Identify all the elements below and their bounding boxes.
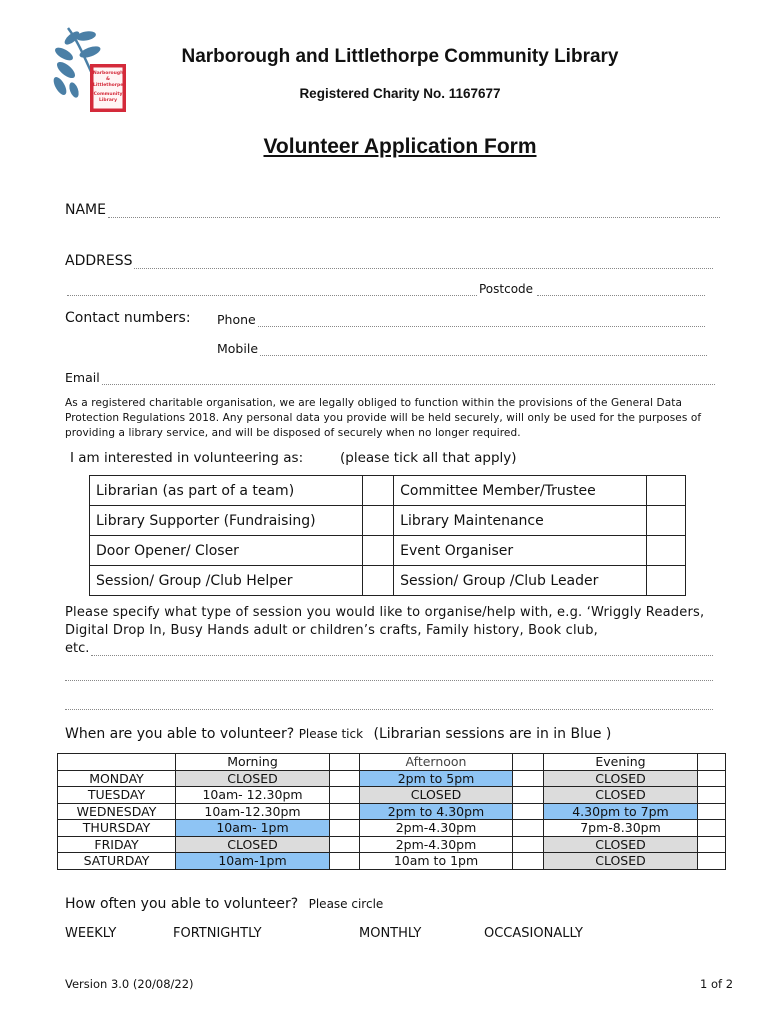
version-label: Version 3.0 (20/08/22) — [65, 977, 194, 991]
tick-box-door-opener[interactable] — [363, 536, 394, 566]
slot-afternoon: 2pm-4.30pm — [360, 836, 513, 853]
name-field[interactable] — [65, 202, 720, 218]
tick-box[interactable] — [698, 836, 726, 853]
library-title: Narborough and Littlethorpe Community Library — [181, 46, 619, 67]
tick-box[interactable] — [698, 787, 726, 804]
header-afternoon: Afternoon — [360, 754, 513, 771]
slot-afternoon: 2pm-4.30pm — [360, 820, 513, 837]
table-row — [58, 770, 726, 787]
option-monthly[interactable]: MONTHLY — [359, 926, 422, 941]
slot-evening: CLOSED — [544, 853, 698, 870]
day-label: FRIDAY — [58, 836, 176, 853]
header-evening: Evening — [544, 754, 698, 771]
role-supporter: Library Supporter (Fundraising) — [90, 506, 363, 536]
slot-morning: CLOSED — [176, 770, 330, 787]
slot-afternoon: 2pm to 5pm — [360, 770, 513, 787]
tick-box[interactable] — [513, 770, 544, 787]
tick-box-committee[interactable] — [646, 476, 685, 506]
page-number: 1 of 2 — [700, 977, 734, 991]
table-row — [90, 506, 686, 536]
tick-box-maintenance[interactable] — [646, 506, 685, 536]
slot-morning: 10am-12.30pm — [176, 803, 330, 820]
slot-afternoon: CLOSED — [360, 787, 513, 804]
tick-box[interactable] — [698, 770, 726, 787]
session-line-1[interactable] — [65, 641, 713, 656]
tick-box[interactable] — [513, 853, 544, 870]
role-event-organiser: Event Organiser — [394, 536, 647, 566]
tick-box[interactable] — [698, 820, 726, 837]
role-door-opener: Door Opener/ Closer — [90, 536, 363, 566]
address-field[interactable] — [65, 253, 713, 269]
librarian-note: (Librarian sessions are in in Blue ) — [373, 726, 612, 742]
tick-box[interactable] — [330, 787, 360, 804]
tick-box[interactable] — [513, 803, 544, 820]
mobile-field[interactable] — [217, 341, 707, 356]
interest-hint: (please tick all that apply) — [340, 450, 517, 466]
email-field[interactable] — [65, 370, 715, 385]
tick-box-librarian[interactable] — [363, 476, 394, 506]
option-weekly[interactable]: WEEKLY — [65, 926, 117, 941]
session-description: Please specify what type of session you would like to organise/help with, e.g. ‘Wriggly Readers, Digital Drop In, Busy Hands adult or children’s crafts, Family history, Book club, — [65, 605, 705, 638]
slot-evening: CLOSED — [544, 770, 698, 787]
tick-box[interactable] — [330, 820, 360, 837]
session-line-2[interactable] — [65, 670, 713, 681]
table-row — [58, 787, 726, 804]
day-label: THURSDAY — [58, 820, 176, 837]
library-logo — [50, 22, 132, 117]
tick-box[interactable] — [513, 836, 544, 853]
session-line-3[interactable] — [65, 699, 713, 710]
logo-text: Narborough & Littlethorpe Community Library — [93, 71, 124, 103]
table-row — [90, 536, 686, 566]
email-label: Email — [65, 370, 100, 385]
table-row — [58, 820, 726, 837]
day-label: MONDAY — [58, 770, 176, 787]
day-label: TUESDAY — [58, 787, 176, 804]
slot-afternoon: 2pm to 4.30pm — [360, 803, 513, 820]
table-row — [90, 476, 686, 506]
availability-table — [57, 753, 726, 870]
role-session-helper: Session/ Group /Club Helper — [90, 566, 363, 596]
tick-box[interactable] — [330, 803, 360, 820]
phone-label: Phone — [217, 312, 256, 327]
frequency-prompt: How often you able to volunteer? Please circle — [65, 896, 384, 912]
tick-box-session-helper[interactable] — [363, 566, 394, 596]
tick-box[interactable] — [513, 787, 544, 804]
slot-afternoon: 10am to 1pm — [360, 853, 513, 870]
tick-box[interactable] — [513, 820, 544, 837]
role-committee: Committee Member/Trustee — [394, 476, 647, 506]
role-librarian: Librarian (as part of a team) — [90, 476, 363, 506]
tick-box-event-organiser[interactable] — [646, 536, 685, 566]
table-row — [58, 803, 726, 820]
tick-box[interactable] — [698, 803, 726, 820]
tick-box[interactable] — [330, 836, 360, 853]
slot-morning: CLOSED — [176, 836, 330, 853]
postcode-label: Postcode — [479, 282, 534, 296]
table-row — [58, 853, 726, 870]
tick-box[interactable] — [330, 853, 360, 870]
mobile-label: Mobile — [217, 341, 259, 356]
tick-box[interactable] — [698, 853, 726, 870]
gdpr-notice: As a registered charitable organisation, we are legally obliged to function within the provisions of the General Data Protection Regulations 2018. Any personal data you provide will be held securely, will only be used for the purposes of providing a library service, and will be disposed of securely when no longer required. — [65, 397, 702, 439]
table-row — [58, 754, 726, 771]
interest-prompt: I am interested in volunteering as: — [70, 450, 304, 466]
role-maintenance: Library Maintenance — [394, 506, 647, 536]
tick-box-supporter[interactable] — [363, 506, 394, 536]
tick-box[interactable] — [330, 770, 360, 787]
slot-evening: 4.30pm to 7pm — [544, 803, 698, 820]
role-session-leader: Session/ Group /Club Leader — [394, 566, 647, 596]
contact-numbers-label: Contact numbers: — [65, 310, 191, 326]
slot-morning: 10am-1pm — [176, 853, 330, 870]
tick-hint: Please tick — [298, 727, 364, 741]
volunteer-role-table — [89, 475, 686, 596]
availability-prompt: When are you able to volunteer? Please tick (Librarian sessions are in in Blue ) — [65, 726, 612, 742]
name-label: NAME — [65, 202, 106, 218]
day-label: WEDNESDAY — [58, 803, 176, 820]
header-morning: Morning — [176, 754, 330, 771]
table-row — [58, 836, 726, 853]
address-label: ADDRESS — [65, 253, 133, 269]
address-line-2[interactable] — [65, 282, 705, 296]
etc-label: etc. — [65, 641, 90, 656]
slot-morning: 10am- 12.30pm — [176, 787, 330, 804]
slot-evening: CLOSED — [544, 787, 698, 804]
slot-evening: 7pm-8.30pm — [544, 820, 698, 837]
option-fortnightly[interactable]: FORTNIGHTLY — [173, 926, 262, 941]
circle-hint: Please circle — [308, 897, 384, 911]
day-label: SATURDAY — [58, 853, 176, 870]
option-occasionally[interactable]: OCCASIONALLY — [484, 926, 583, 941]
slot-morning: 10am- 1pm — [176, 820, 330, 837]
charity-number: Registered Charity No. 1167677 — [299, 86, 501, 101]
slot-evening: CLOSED — [544, 836, 698, 853]
tick-box-session-leader[interactable] — [646, 566, 685, 596]
form-title: Volunteer Application Form — [263, 135, 537, 158]
phone-field[interactable] — [217, 312, 705, 327]
table-row — [90, 566, 686, 596]
